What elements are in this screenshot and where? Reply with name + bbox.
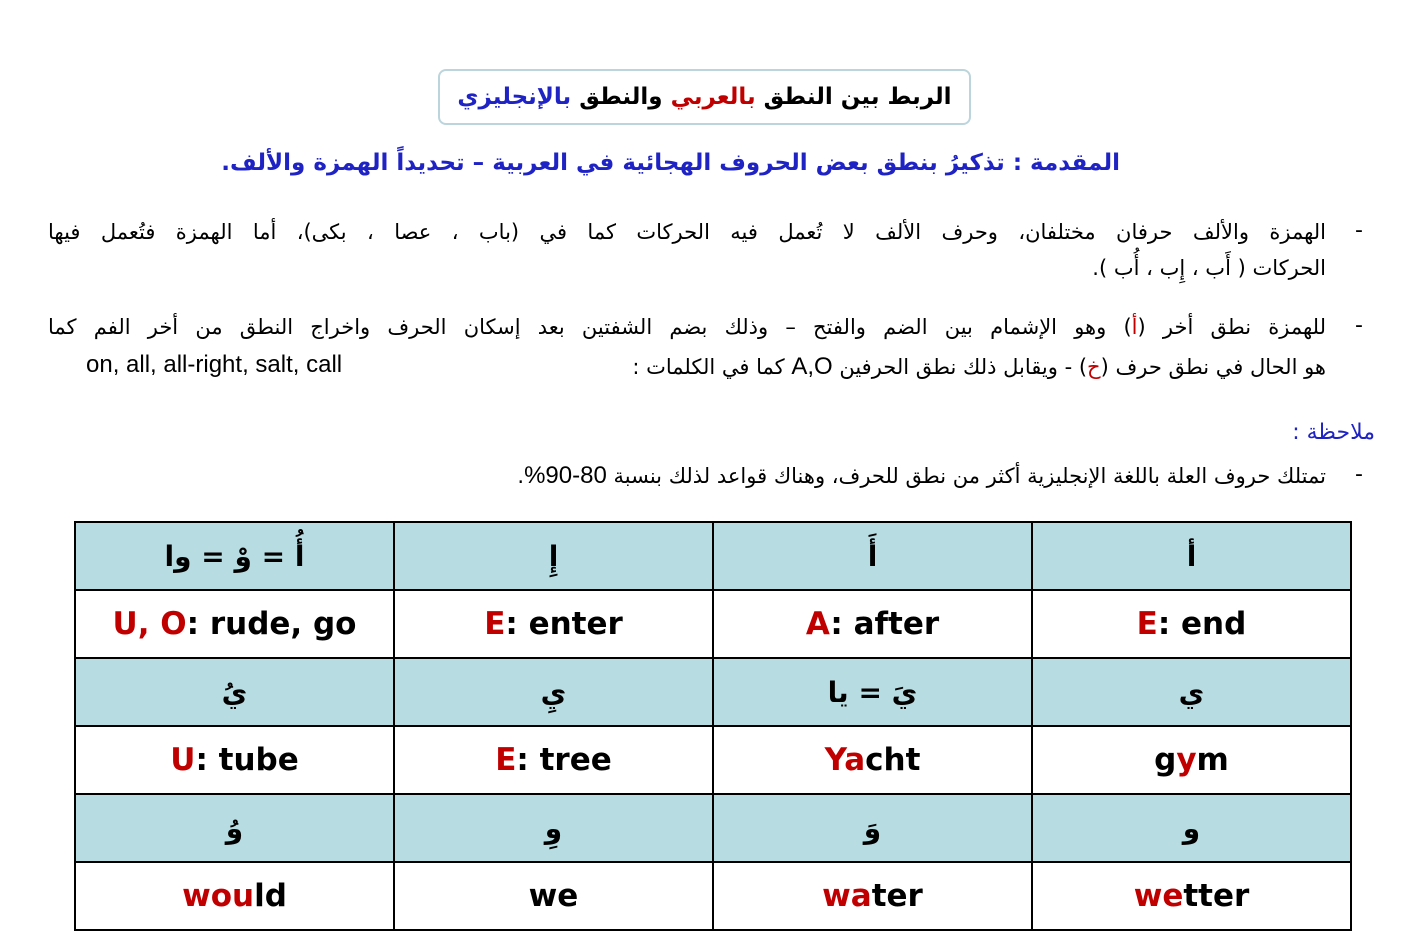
cell-text: g — [1154, 742, 1177, 778]
bullet-dash-2: - — [1355, 313, 1363, 338]
cell-text: : after — [830, 606, 940, 642]
cell-text: : enter — [505, 606, 623, 642]
table-cell: أُ = وْ = وا — [75, 522, 394, 590]
intro-heading: المقدمة : تذكيرُ بنطق بعض الحروف الهجائية في العربية – تحديداً الهمزة والألف. — [221, 150, 1120, 176]
table-cell — [1032, 726, 1351, 794]
table-cell: وِ — [394, 794, 713, 862]
table-cell: أَ — [713, 522, 1032, 590]
table-cell: أ — [1032, 522, 1351, 590]
title-arabic-word: بالعربي — [670, 84, 756, 110]
cell-text: : tube — [195, 742, 299, 778]
note-percent: 80-90% — [524, 462, 607, 489]
hamza-letter: أ — [1131, 315, 1138, 339]
bullet-2-text-d: ) - ويقابل ذلك نطق الحرفين — [832, 355, 1088, 379]
highlight: E — [1136, 606, 1158, 642]
table-cell — [713, 726, 1032, 794]
table-row-english — [75, 726, 1351, 794]
note-title: ملاحظة : — [1292, 420, 1375, 445]
letters-ao: A,O — [791, 353, 833, 380]
title-text-2: والنطق — [571, 84, 671, 110]
table-row-english — [75, 862, 1351, 930]
cell-text: ter — [871, 878, 923, 914]
bullet-2-text-c: هو الحال في نطق حرف ( — [1100, 355, 1326, 379]
highlight: U, O — [112, 606, 187, 642]
table-cell: يُ — [75, 658, 394, 726]
title-text-1: الربط بين النطق — [755, 84, 952, 110]
title-english-word: بالإنجليزي — [457, 84, 572, 110]
example-words: on, all, all-right, salt, call — [86, 351, 343, 378]
cell-text: tter — [1183, 878, 1250, 914]
bullet-dash-1: - — [1355, 218, 1363, 243]
table-cell — [75, 862, 394, 930]
highlight: E — [484, 606, 506, 642]
table-cell — [1032, 590, 1351, 658]
highlight: wou — [182, 878, 255, 914]
bullet-2-line-1 — [48, 309, 1326, 345]
cell-text: : rude, go — [186, 606, 357, 642]
table-cell: يِ — [394, 658, 713, 726]
table-cell: ي — [1032, 658, 1351, 726]
bullet-2-text-a: للهمزة نطق أخر ( — [1137, 315, 1327, 339]
table-row-arabic — [75, 658, 1351, 726]
highlight: U — [170, 742, 196, 778]
table-cell — [75, 726, 394, 794]
bullet-1-line-2: الحركات ( أَب ، إِب ، أُب ). — [1092, 256, 1326, 280]
table-row-english — [75, 590, 1351, 658]
table-cell — [394, 590, 713, 658]
table-cell: وُ — [75, 794, 394, 862]
bullet-1-line-1: الهمزة والألف حرفان مختلفان، وحرف الألف لا تُعمل فيه الحركات كما في (باب ، عصا ، بكى)، أما الهمزة فتُعمل فيها — [48, 220, 1326, 244]
table-cell: يَ = يا — [713, 658, 1032, 726]
title-box — [438, 69, 971, 125]
table-cell — [713, 862, 1032, 930]
highlight: Ya — [824, 742, 866, 778]
bullet-2-text-b: ) وهو الإشمام بين الضم والفتح – وذلك بضم الشفتين بعد إسكان الحرف واخراج النطق من أخر الفم كما — [48, 315, 1132, 339]
cell-text: m — [1196, 742, 1229, 778]
table-cell — [75, 590, 394, 658]
table-cell: إِ — [394, 522, 713, 590]
table-cell — [1032, 862, 1351, 930]
table-row-arabic — [75, 522, 1351, 590]
note-dash: - — [1355, 462, 1363, 487]
cell-text: ld — [254, 878, 287, 914]
khaa-letter: خ — [1087, 355, 1101, 379]
cell-text: : tree — [516, 742, 612, 778]
table-row-arabic — [75, 794, 1351, 862]
highlight: we — [1133, 878, 1184, 914]
table-cell — [394, 726, 713, 794]
bullet-2-text-e: كما في الكلمات : — [632, 355, 792, 379]
note-text — [300, 458, 1326, 494]
note-text-a: تمتلك حروف العلة باللغة الإنجليزية أكثر من نطق للحرف، وهناك قواعد لذلك بنسبة — [606, 464, 1326, 488]
note-text-b: . — [517, 464, 525, 488]
highlight: A — [805, 606, 831, 642]
table-cell — [713, 590, 1032, 658]
cell-text: we — [528, 878, 579, 914]
highlight: wa — [822, 878, 872, 914]
cell-text: cht — [865, 742, 921, 778]
highlight: E — [495, 742, 517, 778]
highlight: y — [1176, 742, 1197, 778]
table-cell: و — [1032, 794, 1351, 862]
cell-text: : end — [1157, 606, 1247, 642]
vowels-table — [74, 521, 1352, 931]
table-cell — [394, 862, 713, 930]
page-title — [457, 84, 951, 110]
table-cell: وَ — [713, 794, 1032, 862]
